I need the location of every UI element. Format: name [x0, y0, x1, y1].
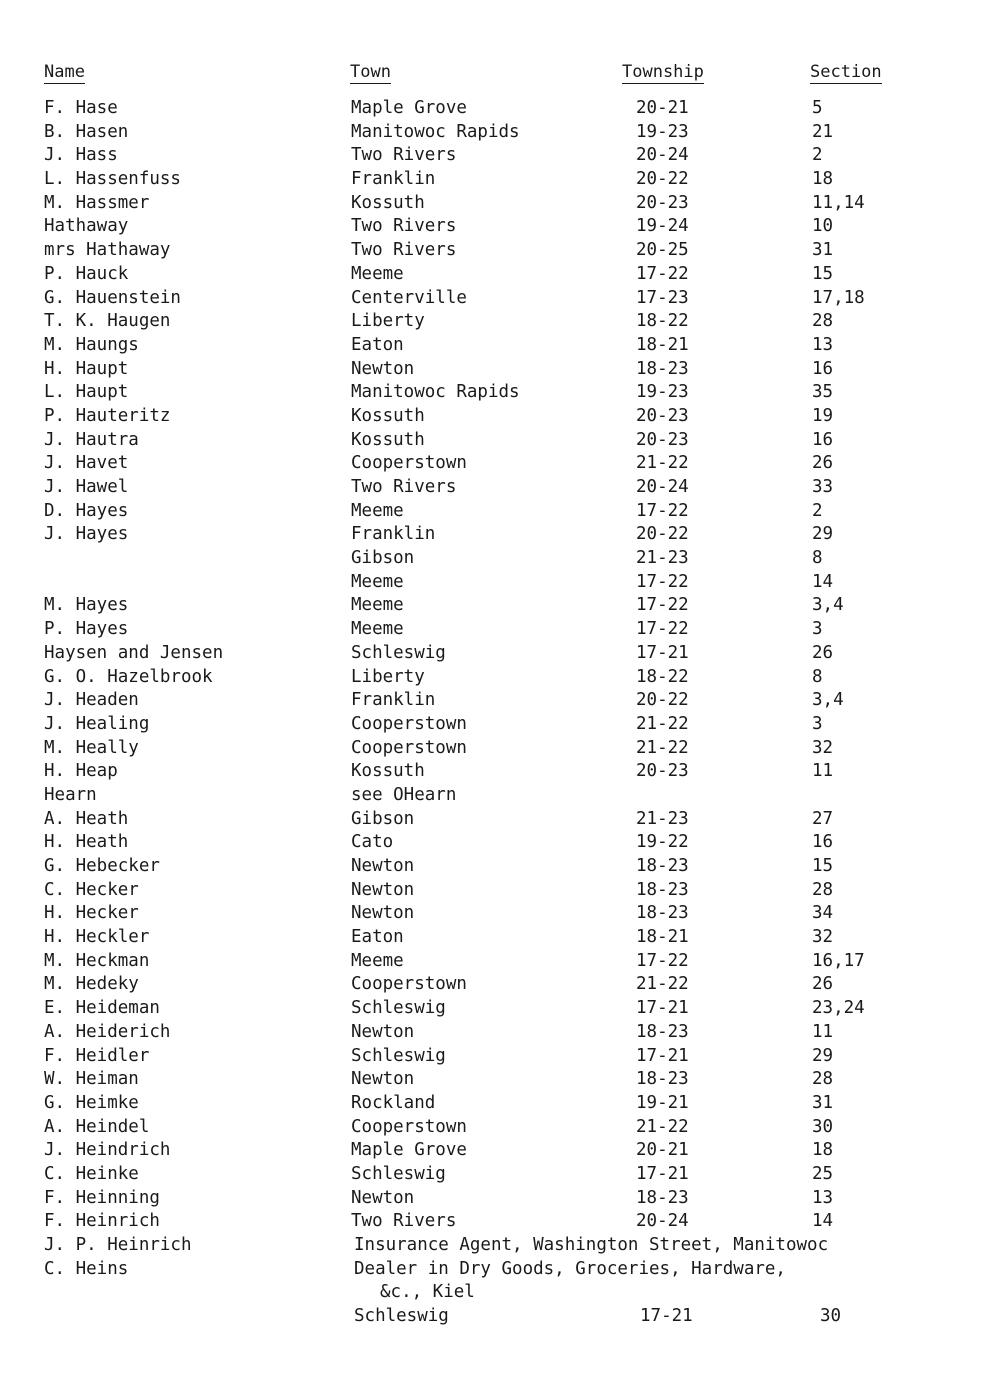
list-item	[0, 1068, 988, 1092]
entry-name: Hearn	[44, 784, 97, 805]
list-item	[0, 215, 988, 239]
list-item	[0, 594, 988, 618]
entry-township: 18-23	[636, 1021, 689, 1042]
entry-section: 18	[812, 1140, 834, 1161]
entry-name: H. Heap	[44, 761, 118, 782]
list-item	[0, 310, 988, 334]
list-item	[0, 666, 988, 690]
entry-township: 21-22	[636, 453, 689, 474]
list-item	[0, 926, 988, 950]
entry-township: 19-23	[636, 382, 689, 403]
entry-section: 18	[812, 169, 834, 190]
entry-town: Newton	[351, 1187, 415, 1208]
entry-section: 14	[812, 571, 834, 592]
entry-name: B. Hasen	[44, 121, 129, 142]
entry-township: 20-24	[636, 1211, 689, 1232]
entry-section: 31	[812, 240, 834, 261]
entry-name: M. Hedeky	[44, 974, 139, 995]
entry-town: Two Rivers	[351, 216, 457, 237]
entry-section: 11	[812, 1021, 834, 1042]
entry-town: Schleswig	[354, 1306, 449, 1327]
list-item	[0, 737, 988, 761]
entry-section: 8	[812, 666, 823, 687]
list-item	[0, 287, 988, 311]
entry-section: 23,24	[812, 998, 865, 1019]
entry-town: Maple Grove	[351, 1140, 467, 1161]
entry-town: Cooperstown	[351, 1116, 467, 1137]
entry-name: F. Heinrich	[44, 1211, 160, 1232]
entry-name: J. Hawel	[44, 477, 129, 497]
entry-township: 18-23	[636, 1187, 689, 1208]
entry-town: Kossuth	[351, 761, 425, 782]
entry-town: Gibson	[351, 808, 415, 829]
entry-town: Two Rivers	[351, 477, 457, 497]
entry-name: M. Heally	[44, 737, 139, 758]
entry-section: 28	[812, 311, 834, 332]
entry-town: Meeme	[351, 263, 404, 284]
entry-section: 3,4	[812, 690, 844, 711]
list-item	[0, 855, 988, 879]
entry-name: J. Hautra	[44, 429, 139, 450]
entry-town: Newton	[351, 903, 415, 924]
entry-name: M. Hayes	[44, 595, 129, 616]
entry-town: Liberty	[351, 666, 425, 687]
list-item	[0, 784, 988, 808]
entry-town: Rockland	[351, 1092, 436, 1113]
entry-township: 18-23	[636, 903, 689, 924]
entry-name: M. Heckman	[44, 950, 150, 971]
entry-town: Manitowoc Rapids	[351, 121, 520, 142]
entry-note-continuation: &c., Kiel	[380, 1282, 475, 1303]
entry-section: 3	[812, 619, 823, 640]
entry-township: 18-23	[636, 856, 689, 876]
list-item	[0, 1021, 988, 1045]
entry-name: G. Heimke	[44, 1092, 139, 1113]
entry-town: Newton	[351, 358, 415, 379]
entry-township: 19-22	[636, 832, 689, 853]
list-item	[0, 808, 988, 832]
entry-name: mrs Hathaway	[44, 240, 171, 261]
list-item	[0, 452, 988, 476]
entry-name: G. O. Hazelbrook	[44, 666, 213, 687]
entry-section: 11,14	[812, 192, 865, 213]
entry-town: Franklin	[351, 524, 436, 545]
entry-township: 19-21	[636, 1092, 689, 1113]
list-item	[0, 1092, 988, 1116]
entry-town: Schleswig	[351, 642, 446, 663]
entry-township: 21-22	[636, 1116, 689, 1137]
entry-township: 18-23	[636, 358, 689, 379]
entry-section: 13	[812, 1187, 834, 1208]
entry-name: T. K. Haugen	[44, 311, 171, 332]
entry-township: 17-21	[640, 1306, 693, 1327]
entry-name: M. Hassmer	[44, 192, 150, 213]
entry-township: 21-23	[636, 808, 689, 829]
entry-town: Cooperstown	[351, 713, 467, 734]
list-item	[0, 760, 988, 784]
entry-township: 18-23	[636, 879, 689, 900]
entry-section: 28	[812, 1069, 834, 1090]
entry-section: 26	[812, 642, 834, 663]
entry-town: Newton	[351, 1021, 415, 1042]
list-item	[0, 713, 988, 737]
entry-township: 21-22	[636, 974, 689, 995]
entry-township: 17-21	[636, 1045, 689, 1066]
entry-name: J. Hass	[44, 145, 118, 166]
entry-township: 18-22	[636, 666, 689, 687]
entry-town: Kossuth	[351, 192, 425, 213]
entry-section: 29	[812, 524, 834, 545]
list-item	[0, 500, 988, 524]
entry-section: 13	[812, 334, 834, 355]
entry-township: 17-22	[636, 950, 689, 971]
entry-name: A. Heiderich	[44, 1021, 171, 1042]
entry-section: 30	[820, 1306, 842, 1327]
entry-section: 3,4	[812, 595, 844, 616]
entry-section: 2	[812, 500, 823, 521]
entry-township: 18-21	[636, 927, 689, 948]
entry-township: 17-22	[636, 619, 689, 640]
entry-section: 17,18	[812, 287, 865, 308]
entry-township: 20-23	[636, 192, 689, 213]
entry-town: Meeme	[351, 571, 404, 592]
entry-name: J. Hayes	[44, 524, 129, 545]
entry-name: G. Hauenstein	[44, 287, 181, 308]
entry-section: 29	[812, 1045, 834, 1066]
list-item	[0, 429, 988, 453]
list-item	[0, 1116, 988, 1140]
entry-town: Manitowoc Rapids	[351, 382, 520, 403]
list-item	[0, 950, 988, 974]
list-item	[0, 476, 988, 500]
entry-section: 26	[812, 974, 834, 995]
list-item	[0, 405, 988, 429]
entry-township: 20-22	[636, 690, 689, 711]
entry-name: F. Hase	[44, 98, 118, 118]
entry-section: 19	[812, 405, 834, 426]
entry-section: 14	[812, 1211, 834, 1232]
entry-section: 27	[812, 808, 834, 829]
entry-township: 20-21	[636, 1140, 689, 1161]
list-item	[0, 263, 988, 287]
entry-section: 16,17	[812, 950, 865, 971]
entry-name: J. Headen	[44, 690, 139, 711]
entry-name: H. Heath	[44, 832, 129, 853]
entry-town: Cooperstown	[351, 737, 467, 758]
entry-township: 17-21	[636, 998, 689, 1019]
entry-township: 17-21	[636, 1163, 689, 1184]
list-item	[0, 144, 988, 168]
entry-township: 20-24	[636, 477, 689, 497]
entry-name: D. Hayes	[44, 500, 129, 521]
entry-name: A. Heath	[44, 808, 129, 829]
entry-name: J. Havet	[44, 453, 129, 474]
entry-township: 20-23	[636, 429, 689, 450]
entry-township: 20-22	[636, 524, 689, 545]
list-item	[0, 192, 988, 216]
entry-town: see OHearn	[351, 784, 457, 805]
entry-section: 34	[812, 903, 834, 924]
entry-name: Hathaway	[44, 216, 129, 237]
entry-town: Meeme	[351, 500, 404, 521]
entry-town: Cooperstown	[351, 974, 467, 995]
entry-name: F. Heinning	[44, 1187, 160, 1208]
entry-township: 20-23	[636, 405, 689, 426]
entry-name: C. Hecker	[44, 879, 139, 900]
entry-note-text: Dealer in Dry Goods, Groceries, Hardware,	[354, 1258, 786, 1279]
entry-name: P. Hayes	[44, 619, 129, 640]
entry-name: G. Hebecker	[44, 856, 160, 876]
entry-note-text: Insurance Agent, Washington Street, Manitowoc	[354, 1235, 829, 1255]
list-item	[0, 1305, 988, 1329]
entry-township: 21-23	[636, 548, 689, 569]
list-item	[0, 902, 988, 926]
entry-township: 17-21	[636, 642, 689, 663]
entry-township: 18-22	[636, 311, 689, 332]
entry-section: 25	[812, 1163, 834, 1184]
entry-section: 3	[812, 713, 823, 734]
entry-section: 21	[812, 121, 834, 142]
entry-name: F. Heidler	[44, 1045, 150, 1066]
entry-section: 30	[812, 1116, 834, 1137]
entry-section: 8	[812, 548, 823, 569]
entry-town: Meeme	[351, 595, 404, 616]
entry-town: Franklin	[351, 169, 436, 190]
entry-town: Newton	[351, 879, 415, 900]
entry-section: 15	[812, 263, 834, 284]
entry-town: Schleswig	[351, 998, 446, 1019]
list-item	[0, 618, 988, 642]
entry-township: 18-21	[636, 334, 689, 355]
entry-township: 18-23	[636, 1069, 689, 1090]
entry-name: J. P. Heinrich	[44, 1235, 192, 1255]
entry-name: L. Hassenfuss	[44, 169, 181, 190]
entry-township: 17-22	[636, 500, 689, 521]
entry-township: 20-22	[636, 169, 689, 190]
entry-name: J. Heindrich	[44, 1140, 171, 1161]
list-item	[0, 97, 988, 121]
entry-name: Haysen and Jensen	[44, 642, 224, 663]
entry-section: 16	[812, 832, 834, 853]
entry-township: 20-21	[636, 98, 689, 118]
entry-name: E. Heideman	[44, 998, 160, 1019]
list-item	[0, 642, 988, 666]
entry-town: Centerville	[351, 287, 467, 308]
entry-section: 16	[812, 358, 834, 379]
entry-section: 31	[812, 1092, 834, 1113]
list-item	[0, 121, 988, 145]
list-item	[0, 1045, 988, 1069]
entry-section: 16	[812, 429, 834, 450]
header-section: Section	[810, 62, 882, 82]
list-item	[0, 381, 988, 405]
header-name: Name	[44, 62, 85, 82]
entry-name: H. Haupt	[44, 358, 129, 379]
entry-section: 35	[812, 382, 834, 403]
entry-name: C. Heinke	[44, 1163, 139, 1184]
entry-section: 26	[812, 453, 834, 474]
directory-list	[0, 97, 988, 1329]
entry-town: Two Rivers	[351, 240, 457, 261]
list-item	[0, 831, 988, 855]
entry-township: 21-22	[636, 737, 689, 758]
entry-name: P. Hauck	[44, 263, 129, 284]
entry-town: Kossuth	[351, 405, 425, 426]
entry-township: 17-22	[636, 595, 689, 616]
list-item	[0, 358, 988, 382]
entry-town: Two Rivers	[351, 1211, 457, 1232]
entry-township: 17-22	[636, 263, 689, 284]
entry-note	[354, 1234, 914, 1258]
entry-town: Eaton	[351, 927, 404, 948]
list-item	[0, 1139, 988, 1163]
header-township: Township	[622, 62, 704, 82]
header-town: Town	[350, 62, 391, 82]
entry-town: Franklin	[351, 690, 436, 711]
entry-town: Cooperstown	[351, 453, 467, 474]
entry-township: 19-23	[636, 121, 689, 142]
list-item	[0, 334, 988, 358]
entry-section: 33	[812, 477, 834, 497]
list-item	[0, 1163, 988, 1187]
entry-section: 10	[812, 216, 834, 237]
entry-township: 17-23	[636, 287, 689, 308]
list-item-note	[0, 1258, 988, 1305]
list-item	[0, 547, 988, 571]
entry-town: Gibson	[351, 548, 415, 569]
entry-section: 5	[812, 98, 823, 118]
entry-name: M. Haungs	[44, 334, 139, 355]
list-item	[0, 168, 988, 192]
entry-town: Schleswig	[351, 1045, 446, 1066]
entry-section: 11	[812, 761, 834, 782]
entry-town: Maple Grove	[351, 98, 467, 118]
entry-township: 20-25	[636, 240, 689, 261]
entry-name: W. Heiman	[44, 1069, 139, 1090]
entry-section: 32	[812, 927, 834, 948]
entry-name: L. Haupt	[44, 382, 129, 403]
entry-note	[354, 1258, 914, 1305]
entry-township: 17-22	[636, 571, 689, 592]
entry-town: Meeme	[351, 619, 404, 640]
entry-name: P. Hauteritz	[44, 405, 171, 426]
list-item	[0, 1187, 988, 1211]
entry-section: 2	[812, 145, 823, 166]
entry-town: Meeme	[351, 950, 404, 971]
entry-town: Cato	[351, 832, 394, 853]
entry-town: Eaton	[351, 334, 404, 355]
entry-town: Newton	[351, 856, 415, 876]
list-item	[0, 997, 988, 1021]
entry-name: C. Heins	[44, 1258, 129, 1279]
entry-town: Kossuth	[351, 429, 425, 450]
entry-name: J. Healing	[44, 713, 150, 734]
list-item	[0, 571, 988, 595]
entry-town: Schleswig	[351, 1163, 446, 1184]
list-item	[0, 879, 988, 903]
entry-section: 28	[812, 879, 834, 900]
entry-township: 21-22	[636, 713, 689, 734]
entry-town: Two Rivers	[351, 145, 457, 166]
list-item-note	[0, 1234, 988, 1258]
entry-name: H. Heckler	[44, 927, 150, 948]
list-item	[0, 1210, 988, 1234]
list-item	[0, 689, 988, 713]
entry-section: 15	[812, 856, 834, 876]
entry-town: Newton	[351, 1069, 415, 1090]
list-item	[0, 239, 988, 263]
entry-name: H. Hecker	[44, 903, 139, 924]
entry-township: 20-24	[636, 145, 689, 166]
entry-township: 20-23	[636, 761, 689, 782]
list-item	[0, 523, 988, 547]
entry-town: Liberty	[351, 311, 425, 332]
entry-township: 19-24	[636, 216, 689, 237]
entry-name: A. Heindel	[44, 1116, 150, 1137]
list-item	[0, 973, 988, 997]
entry-section: 32	[812, 737, 834, 758]
